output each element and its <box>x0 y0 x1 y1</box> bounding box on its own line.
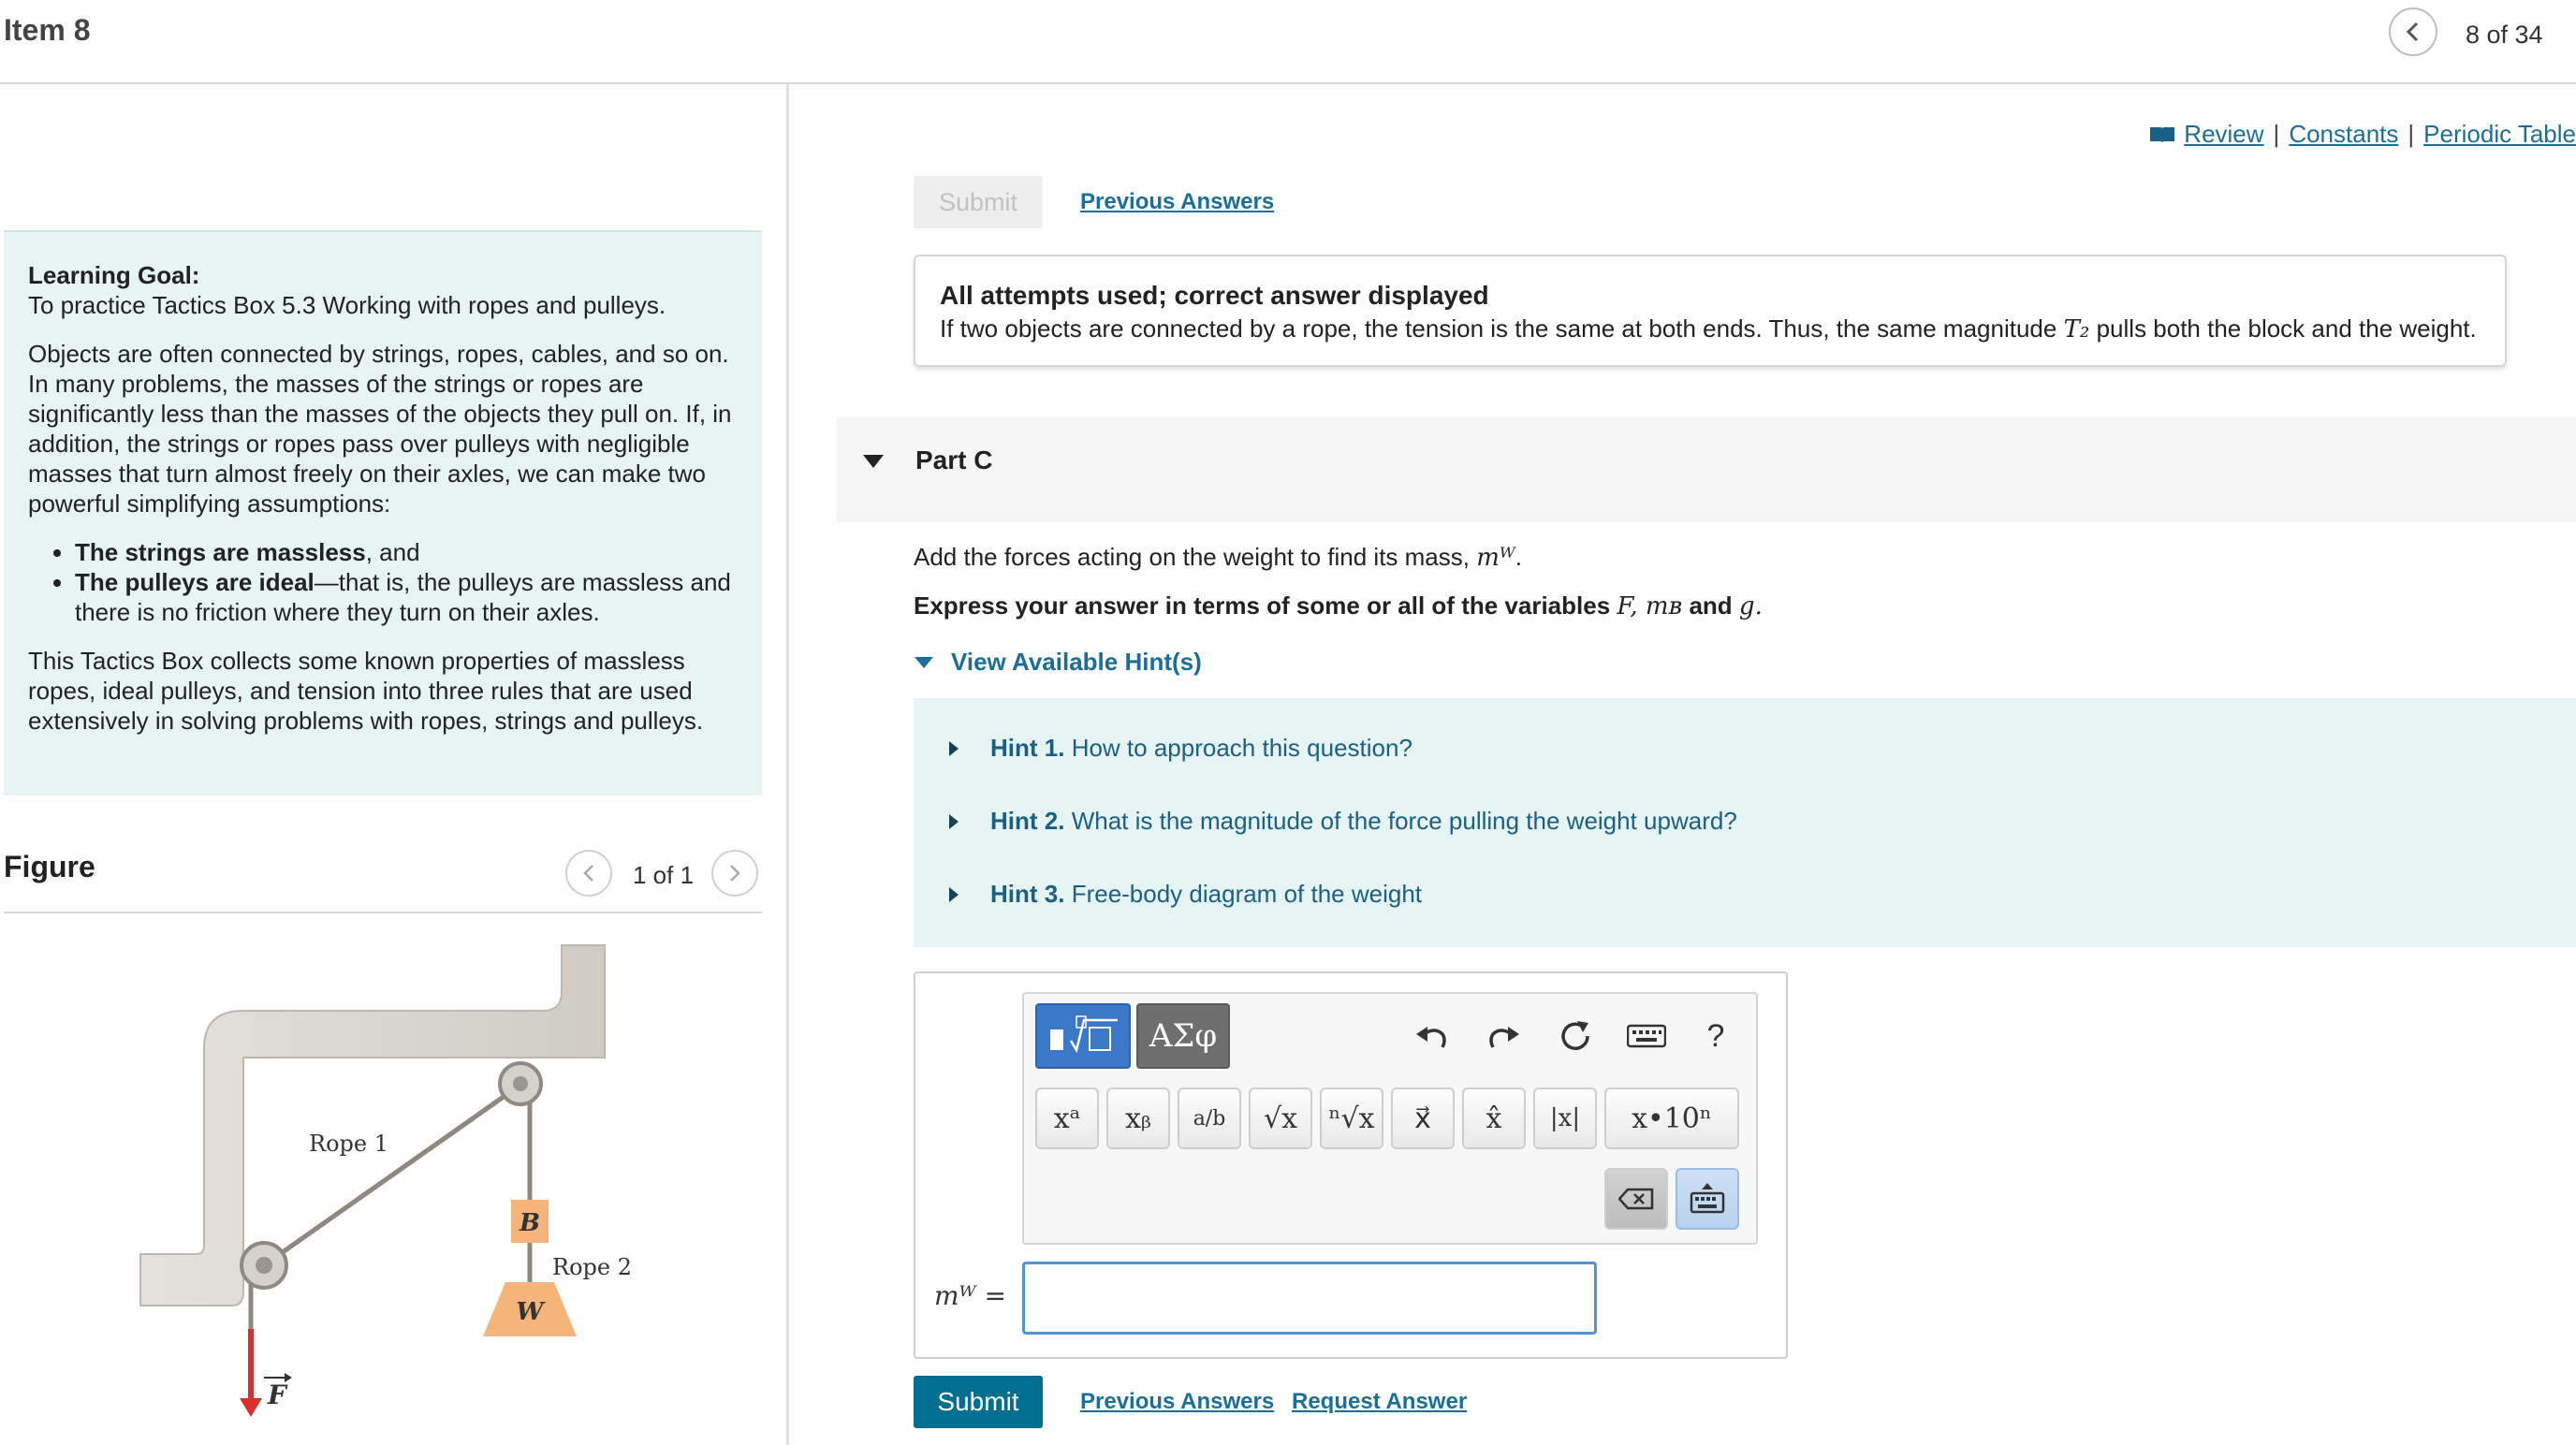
hint-item[interactable]: Hint 2. What is the magnitude of the force pulling the weight upward? <box>947 807 1737 836</box>
feedback-box <box>914 255 2507 367</box>
keyboard-icon <box>1627 1024 1666 1048</box>
assumption-list <box>28 537 738 627</box>
redo-icon <box>1487 1021 1521 1051</box>
view-hints-toggle[interactable] <box>914 648 1202 677</box>
request-answer-link[interactable]: Request Answer <box>1292 1389 1468 1414</box>
tension-symbol: T₂ <box>2063 315 2090 343</box>
templates-tab[interactable] <box>1035 1003 1131 1069</box>
review-link[interactable]: Review <box>2184 120 2264 148</box>
help-button[interactable]: ? <box>1706 1017 1725 1054</box>
top-previous-answers-link[interactable]: Previous Answers <box>1080 189 1275 214</box>
nth-root-key[interactable]: ⁿ√x <box>1320 1087 1383 1149</box>
support-frame <box>140 945 605 1306</box>
view-hints-label: View Available Hint(s) <box>951 648 1202 676</box>
scientific-notation-key[interactable]: x•10ⁿ <box>1604 1087 1739 1149</box>
answer-label: mᵂ = <box>934 1280 1007 1311</box>
square-root-key[interactable]: √x <box>1249 1087 1312 1149</box>
figure-heading: Figure <box>4 850 95 883</box>
greek-tab[interactable]: ΑΣφ <box>1136 1003 1230 1069</box>
backspace-button[interactable] <box>1604 1168 1668 1230</box>
link-separator: | <box>2273 120 2280 148</box>
question-text: Add the forces acting on the weight to find its mass, mᵂ. <box>914 543 1522 572</box>
chevron-left-icon <box>2403 20 2423 44</box>
item-title: Item 8 <box>4 13 91 47</box>
hint-item[interactable]: Hint 3. Free-body diagram of the weight <box>947 880 1422 909</box>
list-item: • The strings are massless, and <box>75 537 738 567</box>
closing-paragraph: This Tactics Box collects some known properties of massless ropes, ideal pulleys, and tension into three rules that are used extensively in solving problems with ropes, strings and pulleys. <box>28 647 704 735</box>
learning-goal-text: To practice Tactics Box 5.3 Working with ropes and pulleys. <box>28 291 666 319</box>
resource-links <box>2148 120 2576 149</box>
keyboard-button[interactable] <box>1623 1011 1670 1061</box>
part-c-header[interactable] <box>837 417 2576 522</box>
feedback-title: All attempts used; correct answer displayed <box>940 281 1489 310</box>
chevron-right-icon <box>725 862 744 884</box>
rope-1-label: Rope 1 <box>309 1131 388 1157</box>
book-icon <box>2148 124 2176 145</box>
unit-vector-key[interactable]: x̂ <box>1462 1087 1526 1149</box>
caret-down-icon[interactable] <box>861 453 886 470</box>
templates-icon <box>1045 1013 1121 1059</box>
pulley-figure <box>112 936 637 1432</box>
fraction-key[interactable]: a/b <box>1178 1087 1241 1149</box>
gravity-symbol: g. <box>1738 592 1763 620</box>
keyboard-toggle-button[interactable] <box>1676 1168 1739 1230</box>
caret-right-icon <box>947 739 960 758</box>
hint-item[interactable]: Hint 1. How to approach this question? <box>947 734 1412 763</box>
keyboard-up-icon <box>1690 1182 1725 1216</box>
backspace-icon <box>1618 1188 1654 1210</box>
rope-1-line <box>264 1087 517 1265</box>
chevron-left-icon <box>579 862 598 884</box>
previous-item-button[interactable] <box>2389 7 2437 56</box>
figure-divider <box>4 912 762 913</box>
answer-input[interactable] <box>1022 1262 1597 1335</box>
figure-prev-button[interactable] <box>565 850 612 897</box>
constants-link[interactable]: Constants <box>2289 120 2399 148</box>
submit-button[interactable]: Submit <box>914 1376 1043 1428</box>
feedback-text: If two objects are connected by a rope, the tension is the same at both ends. Thus, the same magnitude T₂ pulls both the block and the weight. <box>940 314 2477 343</box>
caret-down-icon <box>914 656 934 669</box>
rope-2-label: Rope 2 <box>552 1254 632 1280</box>
learning-goal-box <box>4 230 762 795</box>
instructions-text: Express your answer in terms of some or all of the variables F, mʙ and g. <box>914 591 1763 620</box>
undo-button[interactable] <box>1408 1011 1455 1061</box>
math-toolbar <box>1022 992 1758 1245</box>
periodic-table-link[interactable]: Periodic Table <box>2423 120 2576 148</box>
mass-symbol: mᵂ <box>1476 544 1515 572</box>
previous-answers-link[interactable]: Previous Answers <box>1080 1389 1275 1414</box>
part-title: Part C <box>915 445 993 474</box>
column-divider <box>786 84 789 1445</box>
intro-paragraph: Objects are often connected by strings, ropes, cables, and so on. In many problems, the masses of the strings or ropes are significantly less than the masses of the objects they pull on. If, in addition, the strings or ropes pass over pulleys with negligible masses that turn almost freely on their axles, we can make two powerful simplifying assumptions: <box>28 340 732 518</box>
superscript-key[interactable]: xᵃ <box>1035 1087 1099 1149</box>
top-submit-button[interactable]: Submit <box>914 176 1043 228</box>
top-bar <box>0 0 2576 84</box>
learning-goal-heading: Learning Goal: <box>28 261 200 289</box>
force-label: F <box>268 1379 286 1410</box>
reset-button[interactable] <box>1552 1011 1599 1061</box>
figure-next-button[interactable] <box>711 850 758 897</box>
block-b-label: B <box>520 1209 540 1237</box>
variables-list: F, mʙ <box>1617 592 1683 620</box>
refresh-icon <box>1559 1019 1592 1053</box>
list-item: • The pulleys are ideal—that is, the pulleys are massless and there is no friction where they turn on their axles. <box>75 567 738 627</box>
item-counter: 8 of 34 <box>2466 21 2543 49</box>
hints-panel <box>914 698 2576 947</box>
link-separator: | <box>2408 120 2415 148</box>
absolute-value-key[interactable]: |x| <box>1533 1087 1597 1149</box>
figure-counter: 1 of 1 <box>633 861 695 889</box>
redo-button[interactable] <box>1481 1011 1528 1061</box>
vector-key[interactable]: x⃗ <box>1391 1087 1455 1149</box>
subscript-key[interactable]: xᵦ <box>1106 1087 1170 1149</box>
undo-icon <box>1414 1021 1448 1051</box>
weight-w-label: W <box>516 1298 544 1326</box>
caret-right-icon <box>947 812 960 831</box>
caret-right-icon <box>947 885 960 904</box>
force-arrowhead <box>240 1398 262 1417</box>
